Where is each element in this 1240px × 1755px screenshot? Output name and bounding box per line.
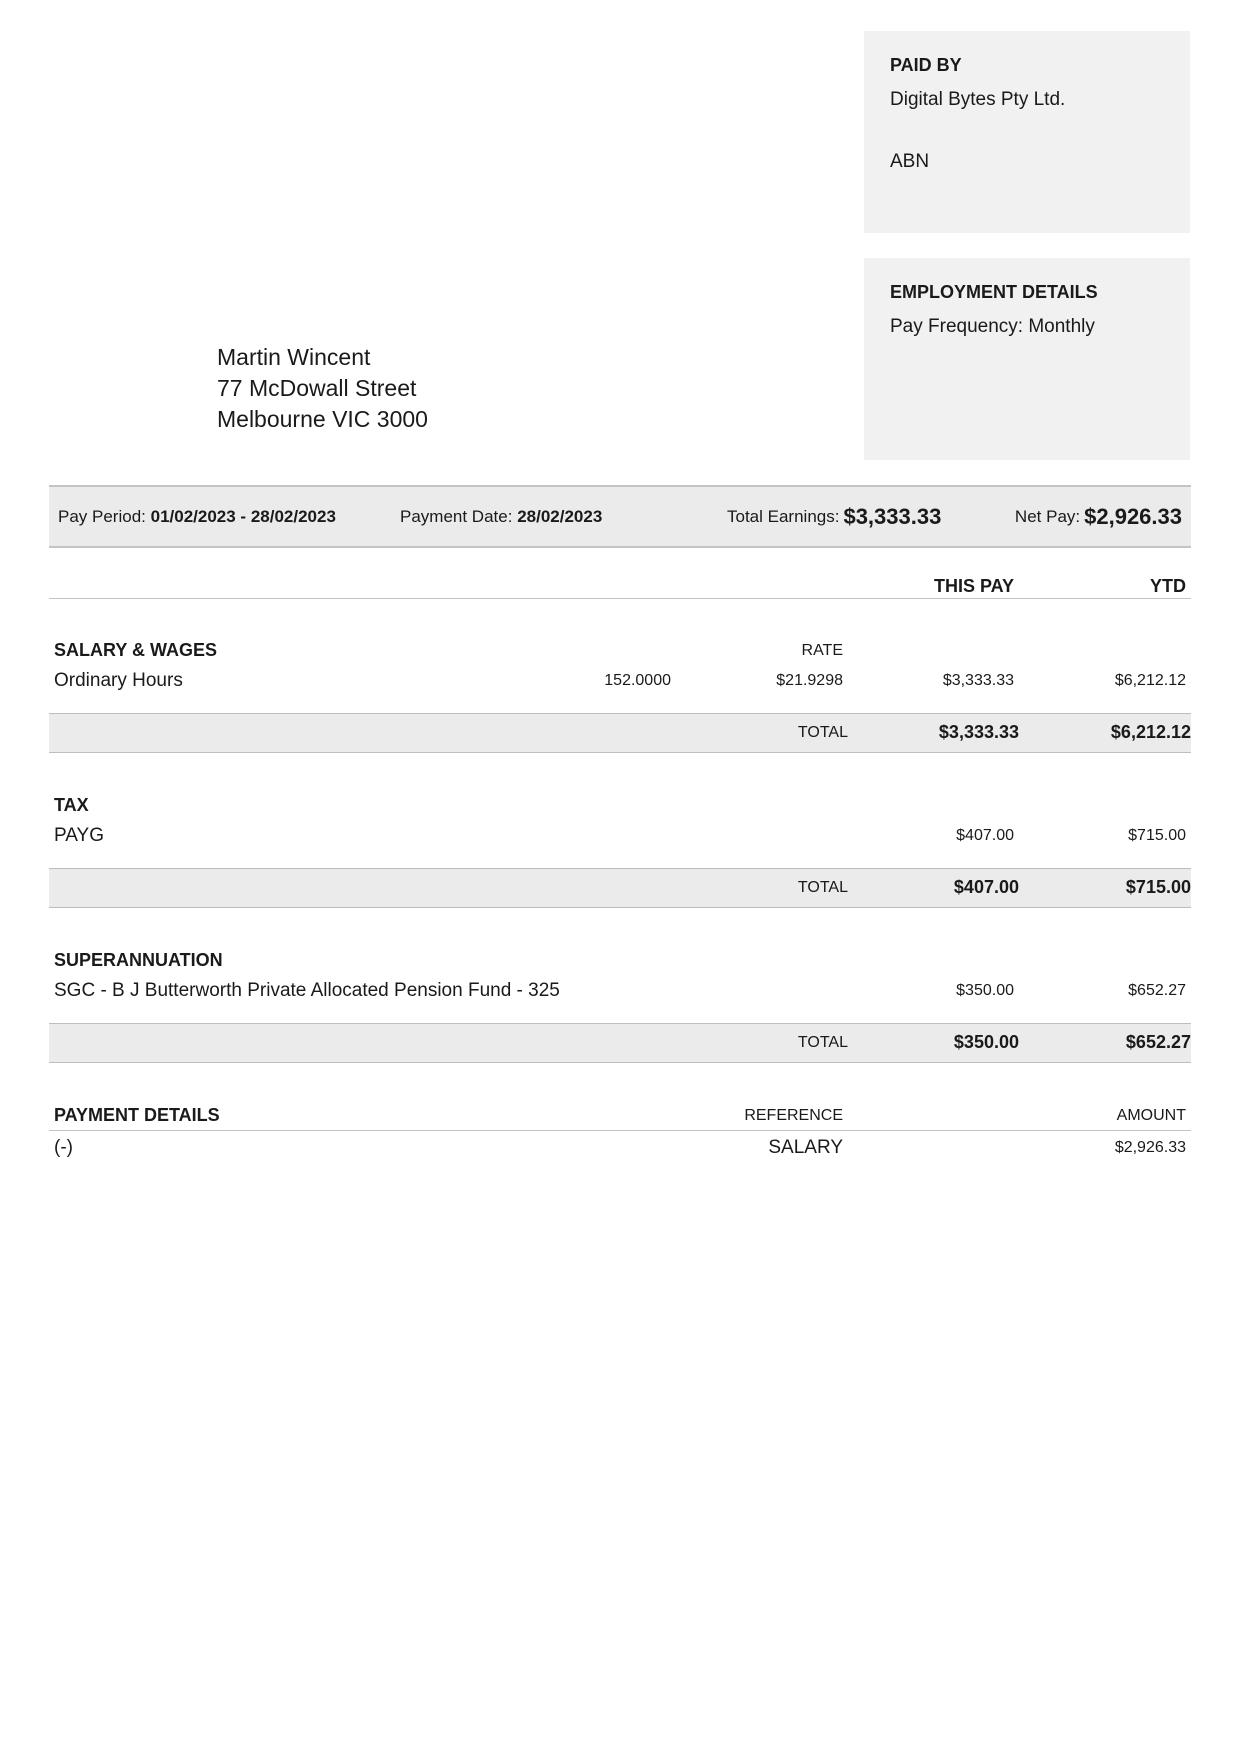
salary-total-ytd: $6,212.12 [1110,722,1191,742]
super-section-title: SUPERANNUATION [54,950,223,970]
abn-label: ABN [890,151,930,172]
pay-summary-bar [49,485,1191,548]
payment-details-title: PAYMENT DETAILS [54,1105,220,1125]
employee-street: 77 McDowall Street [217,375,417,401]
tax-row-ytd: $715.00 [1128,827,1186,844]
tax-total-this-pay: $407.00 [953,877,1019,897]
salary-total-bar [49,713,1191,753]
employee-city: Melbourne VIC 3000 [217,406,428,432]
column-header-this-pay: THIS PAY [933,576,1014,596]
payment-date-label: Payment Date: [400,506,513,526]
total-earnings-value: $3,333.33 [843,503,942,529]
salary-row-hours: 152.0000 [604,672,671,689]
super-total-label: TOTAL [797,1033,848,1051]
pay-period-value: 01/02/2023 - 28/02/2023 [150,506,336,526]
tax-total-label: TOTAL [797,878,848,896]
total-earnings-label: Total Earnings: [727,506,840,526]
tax-row-label: PAYG [54,825,104,846]
pay-period-label: Pay Period: [58,506,146,526]
salary-total-this-pay: $3,333.33 [938,722,1019,742]
salary-row-this-pay: $3,333.33 [942,672,1014,689]
employment-details-box [864,258,1190,460]
payment-reference: SALARY [768,1137,843,1158]
rate-column-label: RATE [801,642,843,659]
company-name: Digital Bytes Pty Ltd. [890,89,1066,110]
total-earnings [727,487,941,546]
employment-details-title: EMPLOYMENT DETAILS [890,282,1098,302]
payment-details-divider [49,1130,1191,1131]
paid-by-box [864,31,1190,233]
header-divider [49,598,1191,599]
payment-account: (-) [54,1137,73,1158]
salary-row-ytd: $6,212.12 [1114,672,1186,689]
payment-date-value: 28/02/2023 [517,506,603,526]
super-row-ytd: $652.27 [1128,982,1186,999]
tax-total-ytd: $715.00 [1125,877,1191,897]
tax-total-bar [49,868,1191,908]
column-header-ytd: YTD [1150,576,1186,596]
super-row-label: SGC - B J Butterworth Private Allocated Pension Fund - 325 [54,980,560,1001]
employee-address [217,342,428,435]
pay-frequency: Pay Frequency: Monthly [890,316,1095,337]
super-row-this-pay: $350.00 [956,982,1014,999]
salary-total-label: TOTAL [797,723,848,741]
payment-reference-label: REFERENCE [744,1107,843,1124]
tax-section-title: TAX [54,795,89,815]
payment-amount-label: AMOUNT [1116,1107,1186,1124]
super-total-bar [49,1023,1191,1063]
super-total-ytd: $652.27 [1125,1032,1191,1052]
payment-date [400,487,602,546]
tax-row-this-pay: $407.00 [956,827,1014,844]
employee-name: Martin Wincent [217,344,371,370]
pay-period [58,487,336,546]
payment-amount: $2,926.33 [1114,1139,1186,1156]
salary-row-label: Ordinary Hours [54,670,183,691]
net-pay-value: $2,926.33 [1084,503,1182,529]
super-total-this-pay: $350.00 [953,1032,1019,1052]
net-pay [1015,487,1182,546]
net-pay-label: Net Pay: [1014,506,1081,526]
paid-by-title: PAID BY [890,55,962,75]
salary-row-rate: $21.9298 [776,672,843,689]
salary-section-title: SALARY & WAGES [54,640,218,660]
